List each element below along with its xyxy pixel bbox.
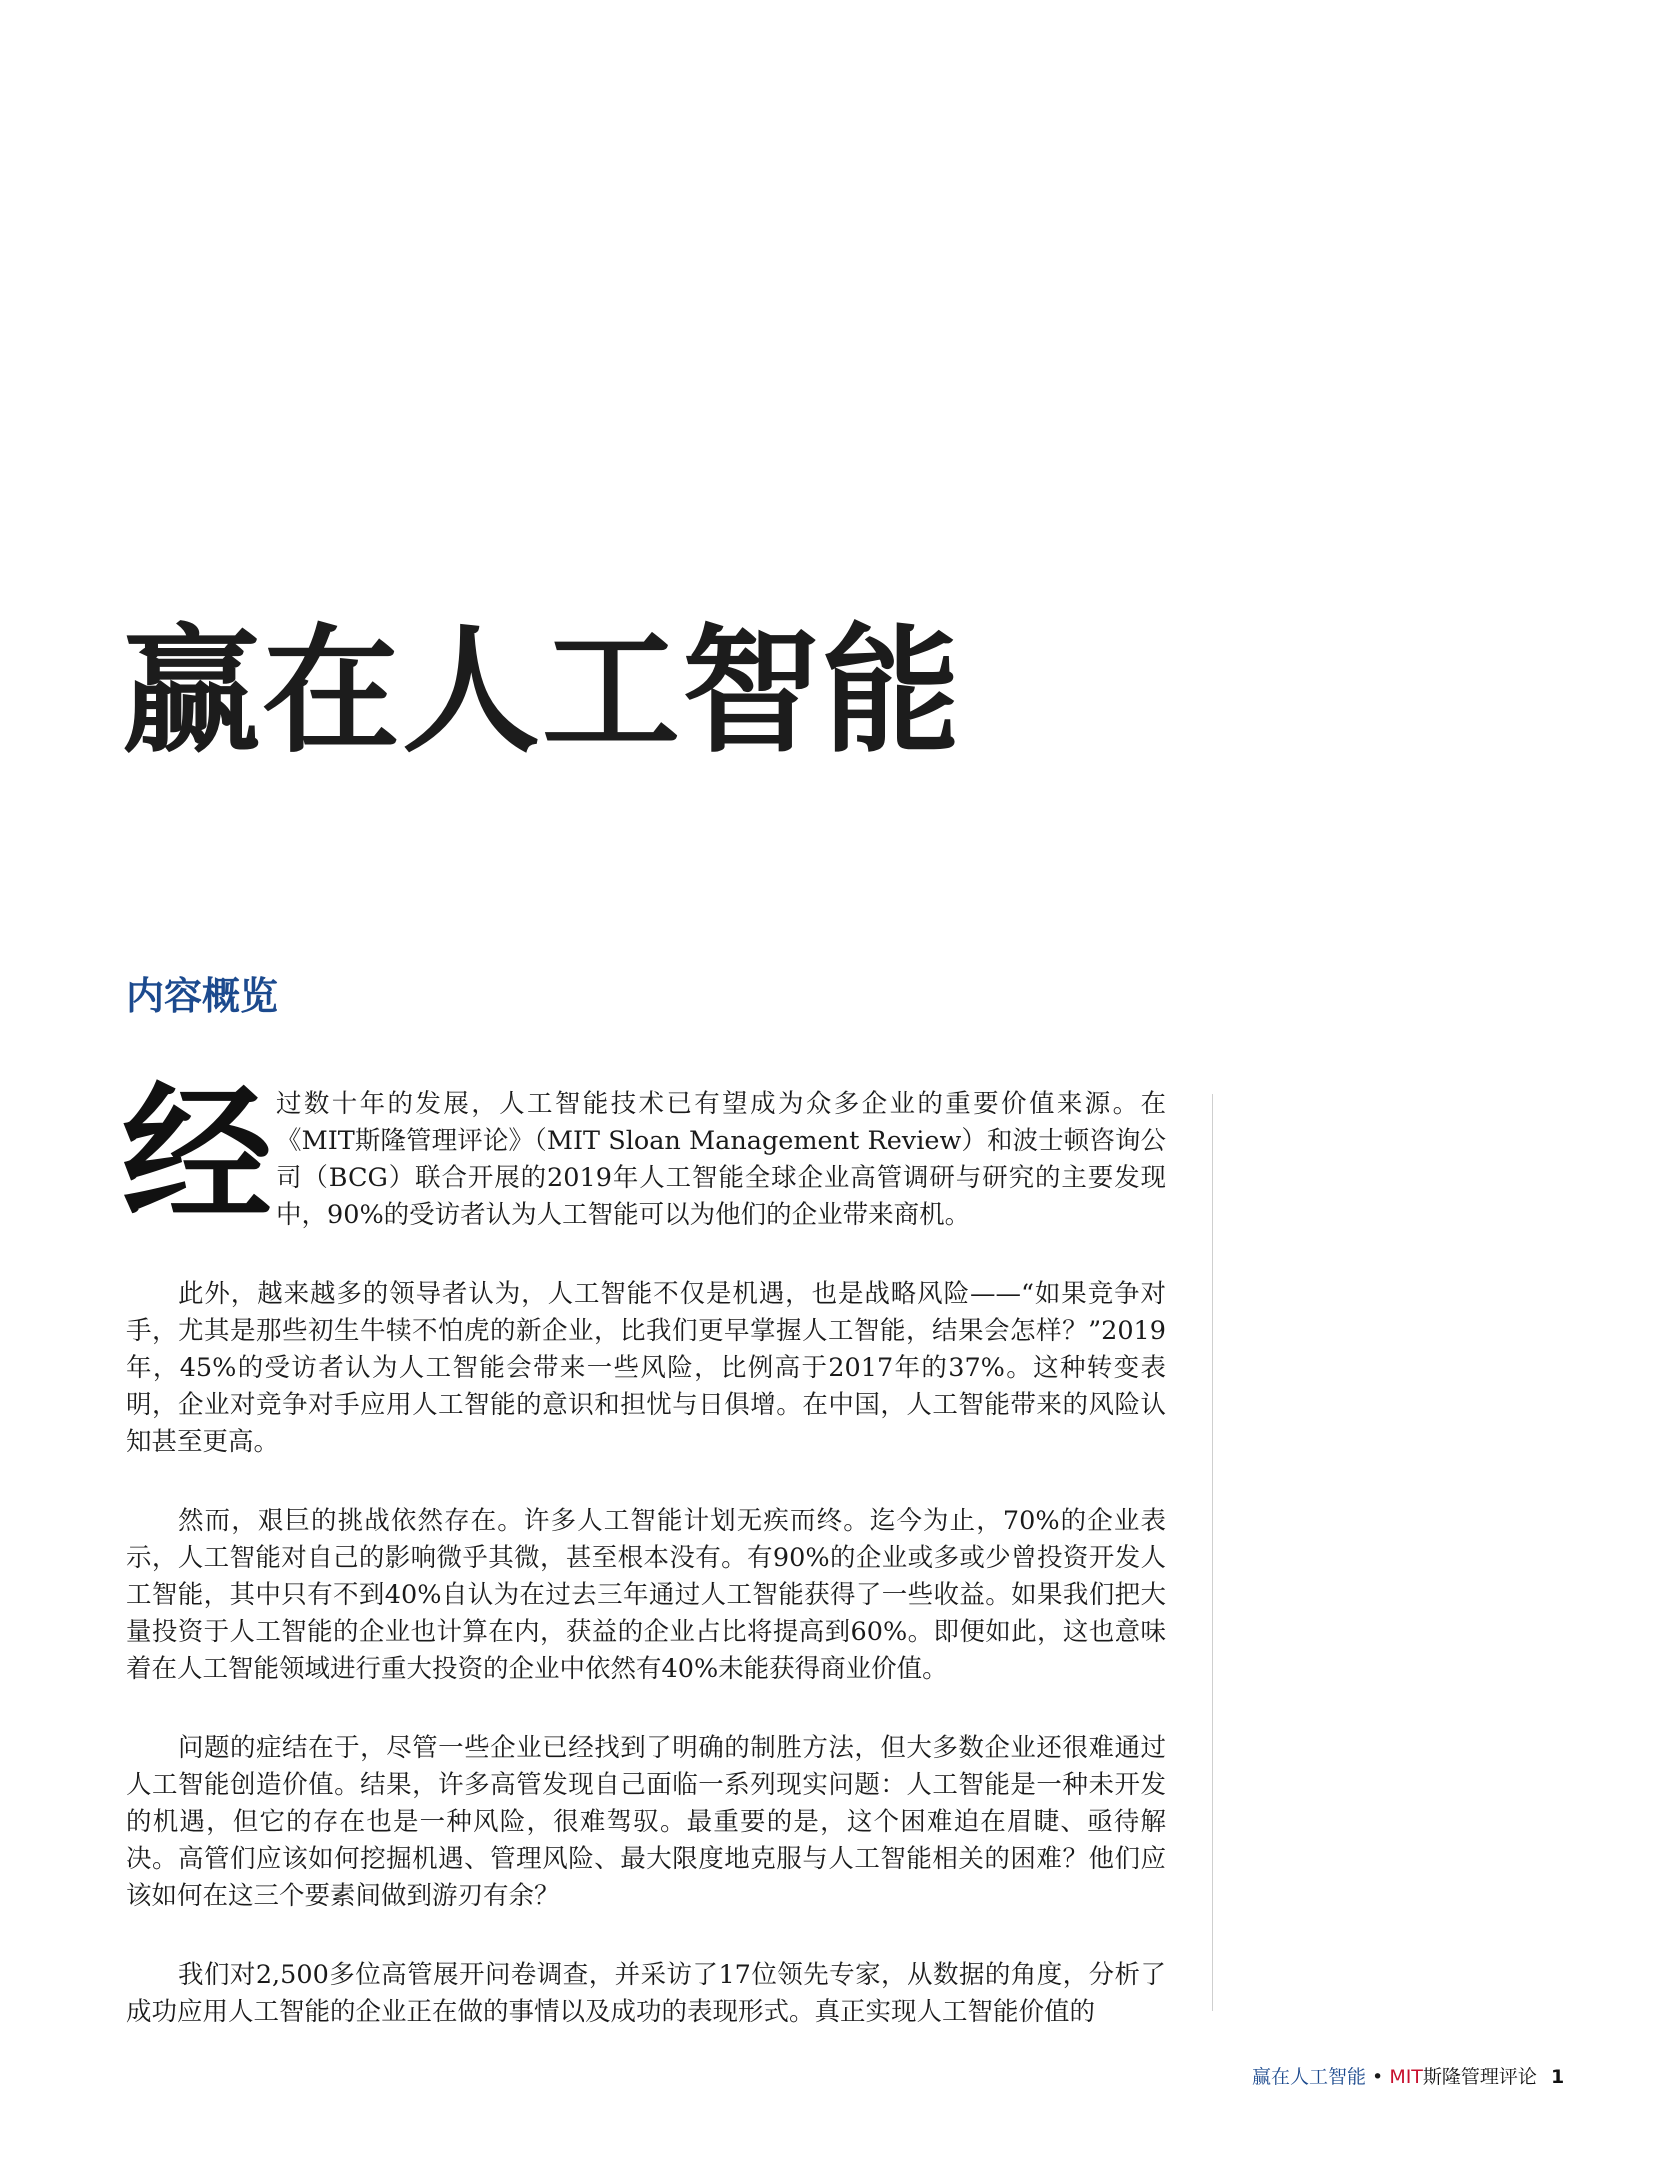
column-divider [1212,1094,1213,2011]
page-number: 1 [1550,2066,1565,2088]
paragraph: 问题的症结在于，尽管一些企业已经找到了明确的制胜方法，但大多数企业还很难通过人工智能创造价值。结果，许多高管发现自己面临一系列现实问题：人工智能是一种未开发的机遇，但它的存在也是一种风险，很难驾驭。最重要的是，这个困难迫在眉睫、亟待解决。高管们应该如何挖掘机遇、管理风险、最大限度地克服与人工智能相关的困难？他们应该如何在这三个要素间做到游刃有余？ [126,1733,1166,1911]
footer-title: 赢在人工智能 [1252,2066,1367,2088]
footer-mit: MIT [1389,2066,1423,2088]
page-footer [1252,2062,1564,2089]
paragraph: 我们对2,500多位高管展开问卷调查，并采访了17位领先专家，从数据的角度，分析了成功应用人工智能的企业正在做的事情以及成功的表现形式。真正实现人工智能价值的 [126,1960,1166,2027]
paragraph [122,1067,1166,1243]
paragraph: 然而，艰巨的挑战依然存在。许多人工智能计划无疾而终。迄今为止，70%的企业表示，人工智能对自己的影响微乎其微，甚至根本没有。有90%的企业或多或少曾投资开发人工智能，其中只有不到40%自认为在过去三年通过人工智能获得了一些收益。如果我们把大量投资于人工智能的企业也计算在内，获益的企业占比将提高到60%。即便如此，这也意味着在人工智能领域进行重大投资的企业中依然有40%未能获得商业价值。 [126,1506,1166,1684]
paragraph: 此外，越来越多的领导者认为，人工智能不仅是机遇，也是战略风险——“如果竞争对手，尤其是那些初生牛犊不怕虎的新企业，比我们更早掌握人工智能，结果会怎样？”2019年，45%的受访者认为人工智能会带来一些风险，比例高于2017年的37%。这种转变表明，企业对竞争对手应用人工智能的意识和担忧与日俱增。在中国，人工智能带来的风险认知甚至更高。 [126,1279,1166,1457]
footer-separator: • [1366,2066,1390,2088]
drop-cap: 经 [122,1067,273,1243]
document-title: 赢在人工智能 [122,609,963,772]
body-text [122,1067,1166,2073]
footer-publication: 斯隆管理评论 [1422,2066,1537,2088]
paragraph-text: 过数十年的发展，人工智能技术已有望成为众多企业的重要价值来源。在《MIT斯隆管理评论》（MIT Sloan Management Review）和波士顿咨询公司（BCG）联合开展的2019年人工智能全球企业高管调研与研究的主要发现中，90%的受访者认为人工智能可以为他们的企业带来商机。 [276,1089,1166,1230]
section-heading: 内容概览 [126,974,279,1018]
